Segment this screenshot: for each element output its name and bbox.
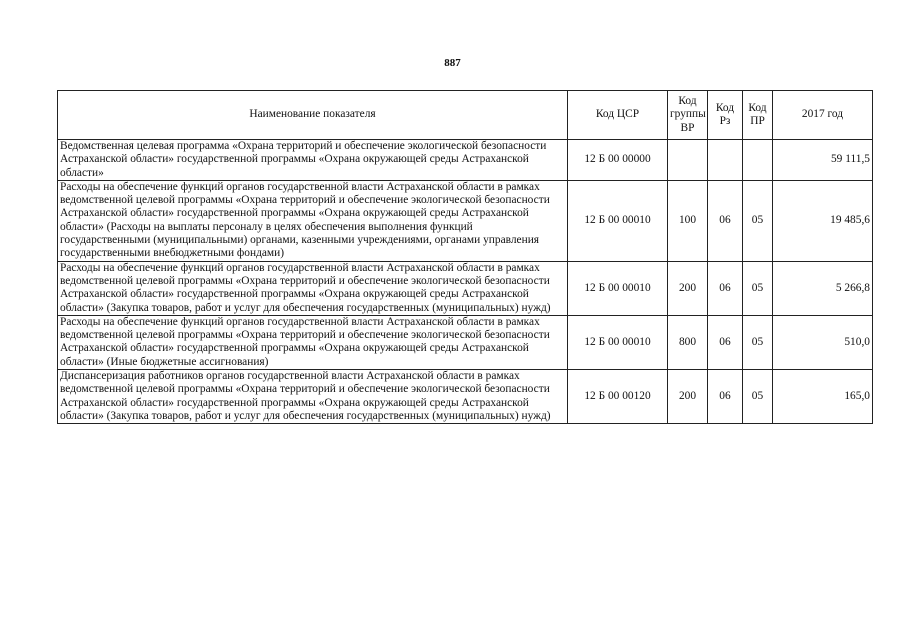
header-vr: Код группы ВР [668,91,708,140]
row-vr: 200 [668,261,708,315]
header-csr: Код ЦСР [568,91,668,140]
row-rz: 06 [708,180,743,261]
header-year: 2017 год [773,91,873,140]
row-pr: 05 [743,261,773,315]
row-pr: 05 [743,315,773,369]
header-pr: Код ПР [743,91,773,140]
table-header [58,91,873,140]
row-pr [743,140,773,181]
row-vr: 100 [668,180,708,261]
table-row [58,315,873,369]
row-name: Расходы на обеспечение функций органов государственной власти Астраханской области в рамках ведомственной целевой программы «Охрана территорий и обеспечение экологической безопасности Астраханской области» государственной программы «Охрана окружающей среды Астраханской области» (Иные бюджетные ассигнования) [58,315,568,369]
row-pr: 05 [743,370,773,424]
table-row [58,261,873,315]
table-body [58,140,873,424]
header-rz: Код Рз [708,91,743,140]
row-csr: 12 Б 00 00000 [568,140,668,181]
header-row [58,91,873,140]
row-amount: 5 266,8 [773,261,873,315]
row-amount: 165,0 [773,370,873,424]
row-vr [668,140,708,181]
row-amount: 19 485,6 [773,180,873,261]
row-name: Расходы на обеспечение функций органов государственной власти Астраханской области в рамках ведомственной целевой программы «Охрана территорий и обеспечение экологической безопасности Астраханской области» государственной программы «Охрана окружающей среды Астраханской области» (Закупка товаров, работ и услуг для обеспечения государственных (муниципальных) нужд) [58,261,568,315]
page-number: 887 [444,57,461,69]
table-row [58,370,873,424]
row-csr: 12 Б 00 00010 [568,180,668,261]
row-csr: 12 Б 00 00010 [568,261,668,315]
table-row [58,140,873,181]
row-vr: 200 [668,370,708,424]
row-pr: 05 [743,180,773,261]
budget-table [57,90,873,424]
table-row [58,180,873,261]
row-rz: 06 [708,370,743,424]
row-rz: 06 [708,261,743,315]
row-name: Расходы на обеспечение функций органов государственной власти Астраханской области в рамках ведомственной целевой программы «Охрана территорий и обеспечение экологической безопасности Астраханской области» государственной программы «Охрана окружающей среды Астраханской области» (Расходы на выплаты персоналу в целях обеспечения выполнения функций государственными (муниципальными) органами, казенными учреждениями, органами управления государственными внебюджетными фондами) [58,180,568,261]
row-rz: 06 [708,315,743,369]
row-csr: 12 Б 00 00120 [568,370,668,424]
row-amount: 510,0 [773,315,873,369]
header-name: Наименование показателя [58,91,568,140]
row-name: Диспансеризация работников органов государственной власти Астраханской области в рамках ведомственной целевой программы «Охрана территорий и обеспечение экологической безопасности Астраханской области» государственной программы «Охрана окружающей среды Астраханской области» (Закупка товаров, работ и услуг для обеспечения государственных (муниципальных) нужд) [58,370,568,424]
row-rz [708,140,743,181]
row-csr: 12 Б 00 00010 [568,315,668,369]
row-amount: 59 111,5 [773,140,873,181]
row-vr: 800 [668,315,708,369]
row-name: Ведомственная целевая программа «Охрана территорий и обеспечение экологической безопасности Астраханской области» государственной программы «Охрана окружающей среды Астраханской области» [58,140,568,181]
